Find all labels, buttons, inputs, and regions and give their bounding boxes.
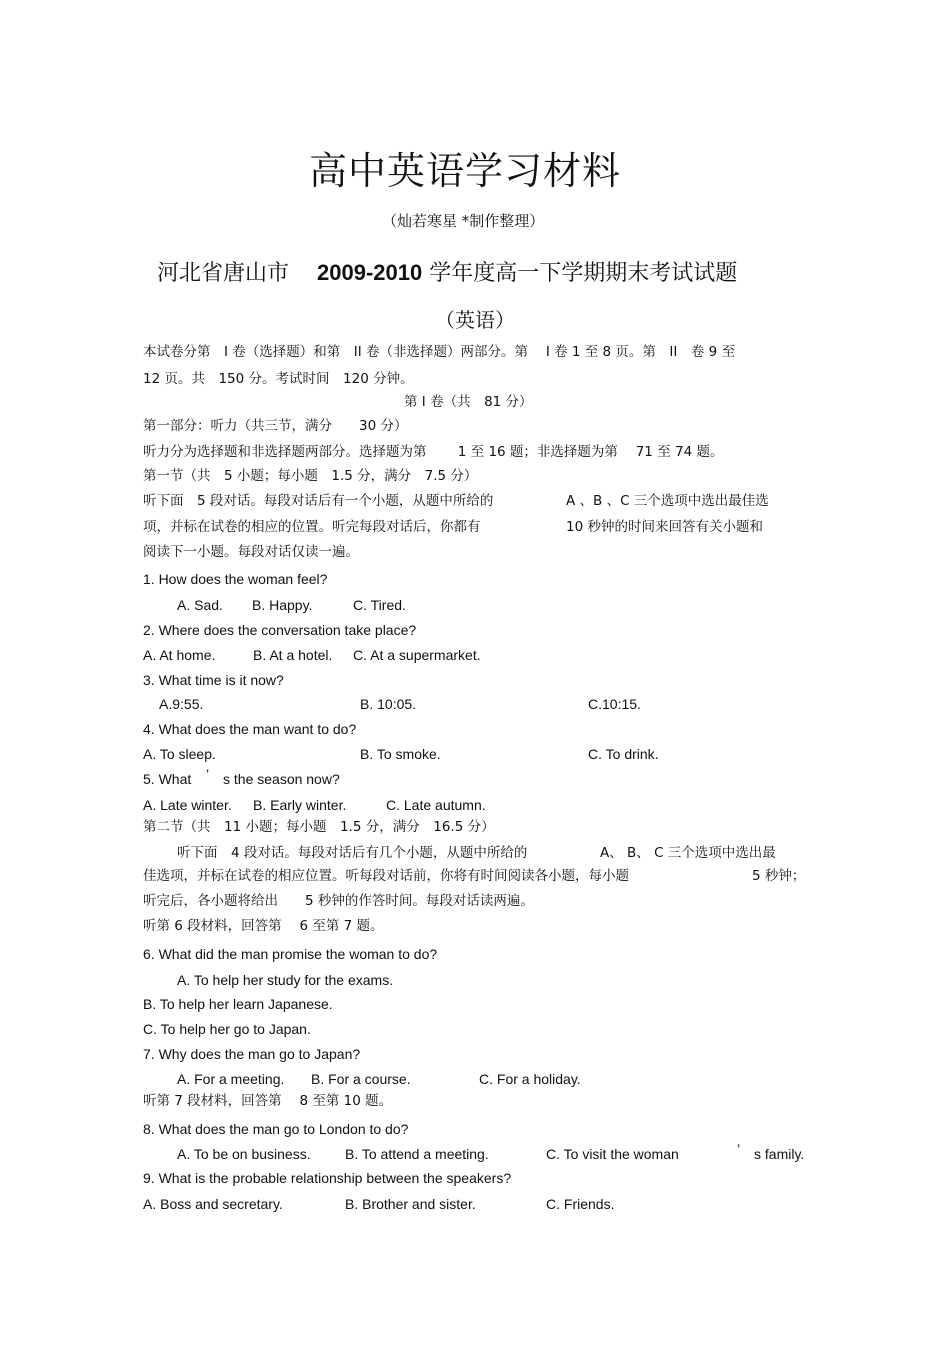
- question-7: 7. Why does the man go to Japan?: [143, 1046, 361, 1062]
- question-5-end: s the season now?: [223, 771, 340, 787]
- q6-option-a: A. To help her study for the exams.: [177, 972, 394, 988]
- q1-option-c: C. Tired.: [353, 597, 406, 613]
- exam-year: 2009-2010: [317, 260, 423, 285]
- q2-option-a: A. At home.: [143, 647, 216, 663]
- q3-option-a: A.9:55.: [159, 696, 204, 712]
- volume-heading: 第 I 卷（共 81 分）: [404, 394, 533, 410]
- q8-option-b: B. To attend a meeting.: [345, 1146, 489, 1162]
- q9-option-a: A. Boss and secretary.: [143, 1196, 283, 1212]
- question-8: 8. What does the man go to London to do?: [143, 1121, 409, 1137]
- q2-option-c: C. At a supermarket.: [353, 647, 481, 663]
- section1-instr-2b: 10 秒钟的时间来回答有关小题和: [566, 519, 763, 535]
- section1-heading: 第一节（共 5 小题；每小题 1.5 分，满分 7.5 分）: [143, 468, 478, 484]
- q5-option-b: B. Early winter.: [253, 797, 347, 813]
- section2-instr-1b: A、 B、 C 三个选项中选出最: [600, 845, 776, 861]
- section1-instr-2: 项，并标在试卷的相应的位置。听完每段对话后，你都有: [143, 519, 481, 535]
- question-2: 2. Where does the conversation take place?: [143, 622, 417, 638]
- q1-option-a: A. Sad.: [177, 597, 223, 613]
- section1-instr-1: 听下面 5 段对话。每段对话后有一个小题，从题中所给的: [143, 493, 494, 509]
- question-3: 3. What time is it now?: [143, 672, 284, 688]
- q8-option-a: A. To be on business.: [177, 1146, 311, 1162]
- material-7-heading: 听第 7 段材料，回答第 8 至第 10 题。: [143, 1093, 393, 1109]
- section1-instr-1b: A 、B 、C 三个选项中选出最佳选: [566, 493, 769, 509]
- q8-option-c-tail: s family.: [754, 1146, 805, 1162]
- subtitle: （灿若寒星 *制作整理）: [382, 212, 545, 230]
- page-title: 高中英语学习材料: [309, 149, 622, 193]
- exam-region: 河北省唐山市: [157, 261, 290, 286]
- section2-instr-2: 佳选项，并标在试卷的相应位置。听每段对话前，你将有时间阅读各小题，每小题: [143, 868, 629, 884]
- material-6-heading: 听第 6 段材料，回答第 6 至第 7 题。: [143, 918, 384, 934]
- q7-option-c: C. For a holiday.: [479, 1071, 581, 1087]
- q2-option-b: B. At a hotel.: [253, 647, 333, 663]
- question-5-start: 5. What: [143, 771, 192, 787]
- question-6: 6. What did the man promise the woman to do?: [143, 946, 438, 962]
- question-4: 4. What does the man want to do?: [143, 721, 357, 737]
- q9-option-c: C. Friends.: [546, 1196, 615, 1212]
- exam-heading: [157, 256, 737, 287]
- exam-desc: 学年度高一下学期期末考试试题: [429, 261, 738, 286]
- q7-option-b: B. For a course.: [311, 1071, 411, 1087]
- question-9: 9. What is the probable relationship between the speakers?: [143, 1170, 512, 1186]
- q4-option-a: A. To sleep.: [143, 746, 216, 762]
- q1-option-b: B. Happy.: [252, 597, 313, 613]
- section2-instr-2b: 5 秒钟；: [752, 868, 806, 884]
- question-5-apostrophe: ’: [206, 766, 210, 782]
- q5-option-a: A. Late winter.: [143, 797, 232, 813]
- q4-option-b: B. To smoke.: [360, 746, 441, 762]
- section2-heading: 第二节（共 11 小题；每小题 1.5 分，满分 16.5 分）: [143, 819, 495, 835]
- intro-line-2: 12 页。共 150 分。考试时间 120 分钟。: [143, 371, 414, 387]
- q4-option-c: C. To drink.: [588, 746, 659, 762]
- q5-option-c: C. Late autumn.: [386, 797, 486, 813]
- q8-option-c: C. To visit the woman: [546, 1146, 679, 1162]
- q9-option-b: B. Brother and sister.: [345, 1196, 476, 1212]
- question-1: 1. How does the woman feel?: [143, 571, 328, 587]
- q3-option-b: B. 10:05.: [360, 696, 417, 712]
- intro-line-1: 本试卷分第 I 卷（选择题）和第 II 卷（非选择题）两部分。第 I 卷 1 至 8 页。第 II 卷 9 至: [143, 344, 736, 360]
- section2-instr-3: 听完后，各小题将给出 5 秒钟的作答时间。每段对话读两遍。: [143, 893, 534, 909]
- q8-option-c-apostrophe: ’: [737, 1141, 741, 1157]
- q3-option-c: C.10:15.: [588, 696, 641, 712]
- part1-heading: 第一部分：听力（共三节，满分 30 分）: [143, 418, 408, 434]
- section1-instr-3: 阅读下一小题。每段对话仅读一遍。: [143, 544, 359, 560]
- q7-option-a: A. For a meeting.: [177, 1071, 285, 1087]
- part1-desc: 听力分为选择题和非选择题两部分。选择题为第 1 至 16 题；非选择题为第 71 至 74 题。: [143, 444, 724, 460]
- section2-instr-1: 听下面 4 段对话。每段对话后有几个小题，从题中所给的: [177, 845, 528, 861]
- exam-subject: （英语）: [435, 308, 515, 332]
- q6-option-c: C. To help her go to Japan.: [143, 1021, 311, 1037]
- q6-option-b: B. To help her learn Japanese.: [143, 996, 333, 1012]
